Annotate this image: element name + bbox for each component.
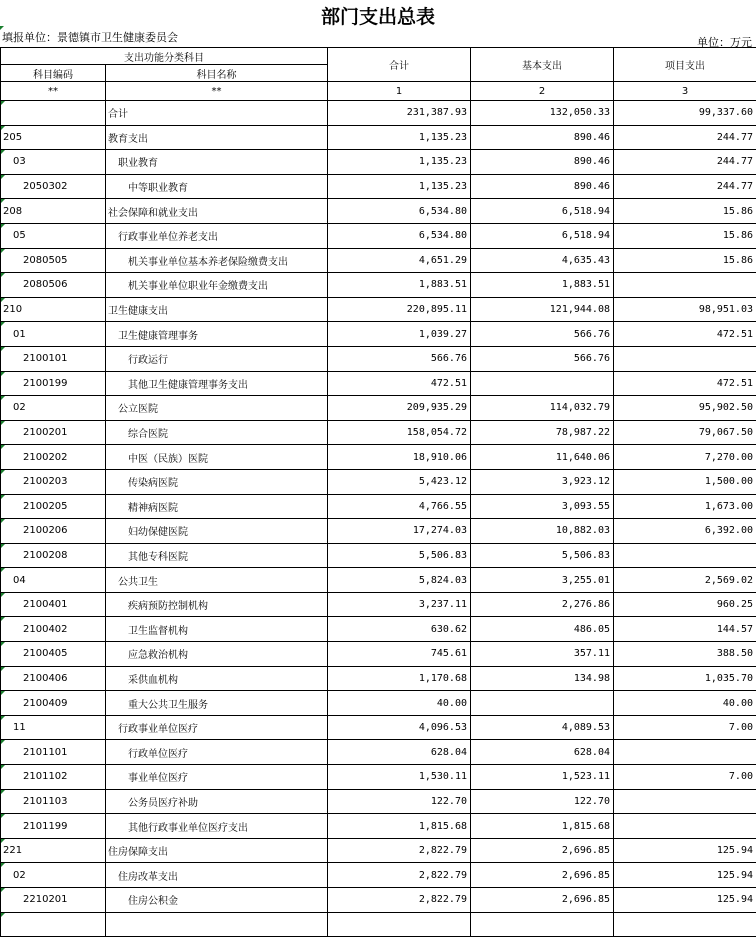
row-basic-cell: 132,050.33 — [471, 101, 614, 126]
row-project-cell — [614, 346, 756, 371]
row-total-cell: 18,910.06 — [328, 445, 471, 470]
row-project-cell — [614, 273, 756, 298]
row-name-cell: 住房改革支出 — [106, 863, 328, 888]
row-total-cell: 231,387.93 — [328, 101, 471, 126]
table-row — [1, 469, 756, 494]
row-project-cell — [614, 814, 756, 839]
row-total-cell: 158,054.72 — [328, 420, 471, 445]
row-code-cell: 208 — [1, 199, 106, 224]
row-code-cell: 2100201 — [1, 420, 106, 445]
table-row — [1, 912, 756, 937]
row-code-cell: 2100199 — [1, 371, 106, 396]
row-code-cell: 2100406 — [1, 666, 106, 691]
row-code-cell: 04 — [1, 568, 106, 593]
expenditure-table — [0, 47, 756, 937]
table-row — [1, 592, 756, 617]
table-row — [1, 371, 756, 396]
table-row — [1, 125, 756, 150]
row-name-cell: 应急救治机构 — [106, 642, 328, 667]
row-basic-cell: 114,032.79 — [471, 396, 614, 421]
table-row — [1, 863, 756, 888]
table-row — [1, 789, 756, 814]
row-code-cell: 2210201 — [1, 888, 106, 913]
row-total-cell: 6,534.80 — [328, 223, 471, 248]
table-row — [1, 101, 756, 126]
row-name-cell: 传染病医院 — [106, 469, 328, 494]
row-name-cell: 住房保障支出 — [106, 838, 328, 863]
row-code-cell: 11 — [1, 715, 106, 740]
table-row — [1, 642, 756, 667]
row-project-cell: 1,035.70 — [614, 666, 756, 691]
row-project-cell: 40.00 — [614, 691, 756, 716]
table-row — [1, 715, 756, 740]
row-total-cell: 2,822.79 — [328, 888, 471, 913]
row-project-cell: 7,270.00 — [614, 445, 756, 470]
table-row — [1, 248, 756, 273]
row-name-cell: 妇幼保健医院 — [106, 519, 328, 544]
row-name-cell: 行政单位医疗 — [106, 740, 328, 765]
row-basic-cell: 1,523.11 — [471, 765, 614, 790]
page-title: 部门支出总表 — [320, 6, 435, 28]
row-total-cell: 5,423.12 — [328, 469, 471, 494]
row-code-cell — [1, 912, 106, 937]
row-total-cell — [328, 912, 471, 937]
row-basic-cell: 6,518.94 — [471, 223, 614, 248]
row-basic-cell: 3,093.55 — [471, 494, 614, 519]
row-basic-cell: 3,255.01 — [471, 568, 614, 593]
row-basic-cell: 4,635.43 — [471, 248, 614, 273]
table-row — [1, 322, 756, 347]
row-name-cell: 卫生健康支出 — [106, 297, 328, 322]
row-code-cell: 01 — [1, 322, 106, 347]
row-project-cell: 2,569.02 — [614, 568, 756, 593]
row-project-cell: 125.94 — [614, 888, 756, 913]
row-project-cell: 388.50 — [614, 642, 756, 667]
row-total-cell: 209,935.29 — [328, 396, 471, 421]
row-code-cell: 2101199 — [1, 814, 106, 839]
row-name-cell: 精神病医院 — [106, 494, 328, 519]
header-code: 科目编码 — [1, 65, 106, 82]
row-total-cell: 4,766.55 — [328, 494, 471, 519]
row-basic-cell: 566.76 — [471, 346, 614, 371]
row-code-cell: 221 — [1, 838, 106, 863]
row-project-cell — [614, 543, 756, 568]
row-basic-cell: 890.46 — [471, 125, 614, 150]
header-col-1: 1 — [328, 82, 471, 101]
table-row — [1, 691, 756, 716]
row-total-cell: 3,237.11 — [328, 592, 471, 617]
row-basic-cell: 11,640.06 — [471, 445, 614, 470]
row-basic-cell: 5,506.83 — [471, 543, 614, 568]
row-code-cell: 2100409 — [1, 691, 106, 716]
row-code-cell: 2100202 — [1, 445, 106, 470]
row-code-cell: 2100401 — [1, 592, 106, 617]
row-total-cell: 1,135.23 — [328, 174, 471, 199]
row-basic-cell: 357.11 — [471, 642, 614, 667]
row-project-cell: 244.77 — [614, 150, 756, 175]
row-code-cell: 2101103 — [1, 789, 106, 814]
row-project-cell: 7.00 — [614, 765, 756, 790]
row-basic-cell: 1,815.68 — [471, 814, 614, 839]
table-row — [1, 814, 756, 839]
table-row — [1, 420, 756, 445]
row-code-cell: 2100206 — [1, 519, 106, 544]
table-row — [1, 888, 756, 913]
row-project-cell: 472.51 — [614, 322, 756, 347]
row-project-cell: 15.86 — [614, 248, 756, 273]
table-row — [1, 346, 756, 371]
row-name-cell: 其他卫生健康管理事务支出 — [106, 371, 328, 396]
row-basic-cell: 10,882.03 — [471, 519, 614, 544]
row-code-cell: 2100203 — [1, 469, 106, 494]
table-row — [1, 494, 756, 519]
table-row — [1, 297, 756, 322]
row-name-cell: 重大公共卫生服务 — [106, 691, 328, 716]
row-project-cell: 472.51 — [614, 371, 756, 396]
row-project-cell: 144.57 — [614, 617, 756, 642]
row-code-cell — [1, 101, 106, 126]
row-total-cell: 17,274.03 — [328, 519, 471, 544]
reporting-unit-label: 填报单位：景德镇市卫生健康委员会 — [2, 31, 178, 44]
row-total-cell: 472.51 — [328, 371, 471, 396]
row-project-cell: 1,673.00 — [614, 494, 756, 519]
row-total-cell: 1,883.51 — [328, 273, 471, 298]
row-basic-cell: 6,518.94 — [471, 199, 614, 224]
table-row — [1, 740, 756, 765]
row-name-cell: 合计 — [106, 101, 328, 126]
row-basic-cell: 628.04 — [471, 740, 614, 765]
row-basic-cell — [471, 912, 614, 937]
row-project-cell: 99,337.60 — [614, 101, 756, 126]
row-code-cell: 2100205 — [1, 494, 106, 519]
row-basic-cell: 1,883.51 — [471, 273, 614, 298]
row-code-cell: 2101101 — [1, 740, 106, 765]
table-row — [1, 150, 756, 175]
table-row — [1, 199, 756, 224]
row-code-cell: 2100405 — [1, 642, 106, 667]
table-row — [1, 568, 756, 593]
row-total-cell: 2,822.79 — [328, 863, 471, 888]
table-row — [1, 765, 756, 790]
row-code-cell: 2100208 — [1, 543, 106, 568]
row-code-cell: 05 — [1, 223, 106, 248]
row-project-cell: 95,902.50 — [614, 396, 756, 421]
header-basic: 基本支出 — [471, 48, 614, 82]
row-basic-cell: 486.05 — [471, 617, 614, 642]
row-total-cell: 5,824.03 — [328, 568, 471, 593]
table-row — [1, 519, 756, 544]
row-name-cell: 公共卫生 — [106, 568, 328, 593]
row-project-cell: 960.25 — [614, 592, 756, 617]
row-name-cell: 事业单位医疗 — [106, 765, 328, 790]
row-name-cell: 综合医院 — [106, 420, 328, 445]
row-code-cell: 02 — [1, 396, 106, 421]
row-total-cell: 566.76 — [328, 346, 471, 371]
row-total-cell: 4,651.29 — [328, 248, 471, 273]
row-code-cell: 2080506 — [1, 273, 106, 298]
row-project-cell: 7.00 — [614, 715, 756, 740]
table-row — [1, 396, 756, 421]
row-name-cell: 中等职业教育 — [106, 174, 328, 199]
row-project-cell — [614, 789, 756, 814]
header-name-stars: ** — [106, 82, 328, 101]
row-basic-cell: 134.98 — [471, 666, 614, 691]
row-project-cell: 244.77 — [614, 125, 756, 150]
row-code-cell: 2080505 — [1, 248, 106, 273]
currency-unit-label: 单位：万元 — [697, 36, 752, 49]
row-code-cell: 210 — [1, 297, 106, 322]
row-total-cell: 6,534.80 — [328, 199, 471, 224]
row-name-cell: 机关事业单位职业年金缴费支出 — [106, 273, 328, 298]
row-name-cell: 教育支出 — [106, 125, 328, 150]
header-code-stars: ** — [1, 82, 106, 101]
row-project-cell: 15.86 — [614, 223, 756, 248]
row-code-cell: 2101102 — [1, 765, 106, 790]
table-body — [1, 101, 756, 937]
row-project-cell: 125.94 — [614, 863, 756, 888]
row-project-cell: 15.86 — [614, 199, 756, 224]
row-total-cell: 2,822.79 — [328, 838, 471, 863]
row-name-cell: 住房公积金 — [106, 888, 328, 913]
row-basic-cell: 122.70 — [471, 789, 614, 814]
row-basic-cell: 890.46 — [471, 174, 614, 199]
header-total: 合计 — [328, 48, 471, 82]
table-row — [1, 273, 756, 298]
table-row — [1, 838, 756, 863]
row-total-cell: 4,096.53 — [328, 715, 471, 740]
table-row — [1, 174, 756, 199]
row-basic-cell: 78,987.22 — [471, 420, 614, 445]
header-col-3: 3 — [614, 82, 756, 101]
row-total-cell: 1,135.23 — [328, 150, 471, 175]
row-code-cell: 205 — [1, 125, 106, 150]
row-basic-cell: 3,923.12 — [471, 469, 614, 494]
row-total-cell: 5,506.83 — [328, 543, 471, 568]
row-total-cell: 1,530.11 — [328, 765, 471, 790]
row-basic-cell: 2,276.86 — [471, 592, 614, 617]
row-name-cell: 行政事业单位养老支出 — [106, 223, 328, 248]
row-basic-cell: 890.46 — [471, 150, 614, 175]
row-name-cell: 卫生健康管理事务 — [106, 322, 328, 347]
row-code-cell: 2100101 — [1, 346, 106, 371]
table-row — [1, 223, 756, 248]
row-name-cell: 采供血机构 — [106, 666, 328, 691]
header-function-category: 支出功能分类科目 — [1, 48, 328, 65]
row-name-cell: 职业教育 — [106, 150, 328, 175]
row-name-cell: 机关事业单位基本养老保险缴费支出 — [106, 248, 328, 273]
row-name-cell — [106, 912, 328, 937]
row-code-cell: 02 — [1, 863, 106, 888]
row-code-cell: 2100402 — [1, 617, 106, 642]
row-name-cell: 行政运行 — [106, 346, 328, 371]
row-total-cell: 1,170.68 — [328, 666, 471, 691]
row-name-cell: 疾病预防控制机构 — [106, 592, 328, 617]
row-name-cell: 公务员医疗补助 — [106, 789, 328, 814]
row-code-cell: 2050302 — [1, 174, 106, 199]
row-basic-cell — [471, 371, 614, 396]
row-total-cell: 745.61 — [328, 642, 471, 667]
row-total-cell: 630.62 — [328, 617, 471, 642]
row-name-cell: 行政事业单位医疗 — [106, 715, 328, 740]
table-row — [1, 445, 756, 470]
row-name-cell: 中医（民族）医院 — [106, 445, 328, 470]
row-name-cell: 其他行政事业单位医疗支出 — [106, 814, 328, 839]
row-code-cell: 03 — [1, 150, 106, 175]
row-total-cell: 1,039.27 — [328, 322, 471, 347]
header-name: 科目名称 — [106, 65, 328, 82]
row-total-cell: 1,815.68 — [328, 814, 471, 839]
row-project-cell: 1,500.00 — [614, 469, 756, 494]
row-total-cell: 1,135.23 — [328, 125, 471, 150]
row-total-cell: 40.00 — [328, 691, 471, 716]
row-total-cell: 122.70 — [328, 789, 471, 814]
table-row — [1, 617, 756, 642]
table-row — [1, 666, 756, 691]
row-project-cell: 6,392.00 — [614, 519, 756, 544]
row-name-cell: 社会保障和就业支出 — [106, 199, 328, 224]
row-project-cell: 98,951.03 — [614, 297, 756, 322]
row-name-cell: 其他专科医院 — [106, 543, 328, 568]
row-project-cell — [614, 740, 756, 765]
row-total-cell: 628.04 — [328, 740, 471, 765]
table-row — [1, 543, 756, 568]
row-basic-cell: 121,944.08 — [471, 297, 614, 322]
row-basic-cell: 566.76 — [471, 322, 614, 347]
row-basic-cell: 2,696.85 — [471, 863, 614, 888]
row-project-cell — [614, 912, 756, 937]
row-project-cell: 125.94 — [614, 838, 756, 863]
row-name-cell: 卫生监督机构 — [106, 617, 328, 642]
row-basic-cell: 4,089.53 — [471, 715, 614, 740]
header-project: 项目支出 — [614, 48, 756, 82]
row-basic-cell: 2,696.85 — [471, 838, 614, 863]
header-col-2: 2 — [471, 82, 614, 101]
row-project-cell: 244.77 — [614, 174, 756, 199]
row-basic-cell: 2,696.85 — [471, 888, 614, 913]
row-basic-cell — [471, 691, 614, 716]
row-total-cell: 220,895.11 — [328, 297, 471, 322]
row-name-cell: 公立医院 — [106, 396, 328, 421]
row-project-cell: 79,067.50 — [614, 420, 756, 445]
